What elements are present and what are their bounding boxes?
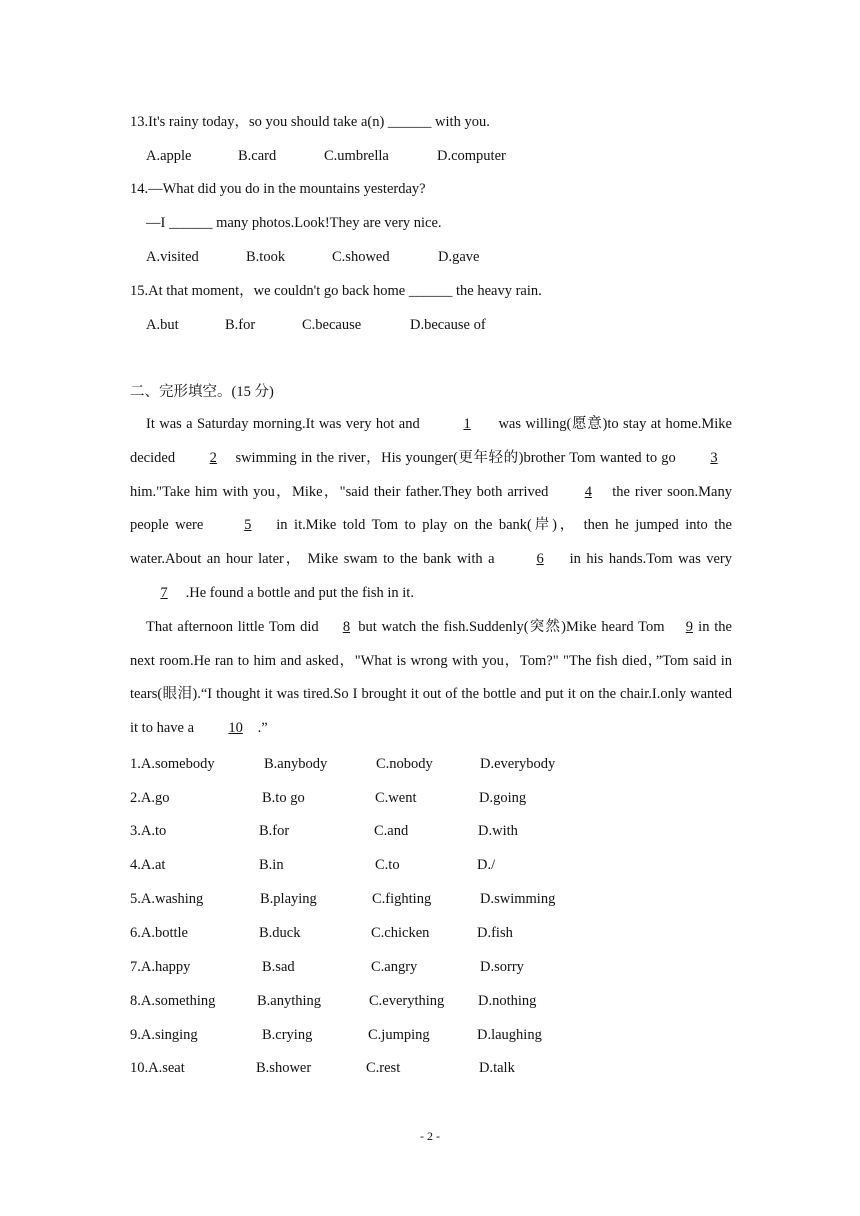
cloze-10-c: C.rest [366,1060,401,1076]
cloze-7-c: C.angry [371,959,418,975]
passage-text: in it.Mike told Tom to play on the bank(岸)， then he jumped into the water.About an hour later， Mike swam to the bank with a [130,517,732,568]
passage-paragraph-2 [130,611,732,746]
cloze-4-b: B.in [259,857,284,873]
q14-option-d: D.gave [438,249,480,265]
passage-text: in the next room.He ran to him and asked，"What is wrong with you，Tom?" "The fish died，”Tom said in tears(眼泪).“I thought it was tired.So I brought it out of the bottle and put it on the chair.I.only wanted it to have a [130,618,732,737]
cloze-3-b: B.for [259,823,290,839]
cloze-5-d: D.swimming [480,891,556,907]
question-15-stem: 15.At that moment，we couldn't go back home ______ the heavy rain. [130,283,542,299]
cloze-1-c: C.nobody [376,756,433,772]
passage-text: swimming in the river，His younger(更年轻的)brother Tom wanted to go [231,449,680,466]
cloze-7-b: B.sad [262,959,295,975]
cloze-5-a: 5.A.washing [130,891,204,907]
cloze-6-a: 6.A.bottle [130,925,188,941]
cloze-10-d: D.talk [479,1060,515,1076]
cloze-3-a: 3.A.to [130,823,167,839]
cloze-8-c: C.everything [369,993,445,1009]
passage-text: .” [257,720,268,737]
blank-7: 7 [160,584,168,601]
blank-6: 6 [536,551,544,568]
blank-4: 4 [584,483,592,500]
cloze-10-b: B.shower [256,1060,312,1076]
cloze-8-b: B.anything [257,993,322,1009]
q15-option-a: A.but [146,317,179,333]
q14-option-a: A.visited [146,249,199,265]
cloze-3-c: C.and [374,823,409,839]
cloze-9-d: D.laughing [477,1027,542,1043]
passage-text: It was a Saturday morning.It was very hot and [146,416,425,432]
page-number: - 2 - [420,1129,440,1143]
question-13-stem: 13.It's rainy today，so you should take a(n) ______ with you. [130,114,490,130]
cloze-4-a: 4.A.at [130,857,166,873]
cloze-10-a: 10.A.seat [130,1060,185,1076]
cloze-6-b: B.duck [259,925,301,941]
question-14-reply: —I ______ many photos.Look!They are very nice. [146,215,442,231]
passage-text: the river soon.Many people were [130,483,732,534]
cloze-2-c: C.went [375,790,417,806]
cloze-2-d: D.going [479,790,527,806]
q13-option-a: A.apple [146,148,192,164]
blank-10: 10 [228,720,243,737]
blank-3: 3 [710,449,718,466]
section-heading: 二、完形填空。(15 分) [130,384,274,400]
passage-text: in his hands.Tom was very [564,551,732,568]
cloze-passage [130,408,732,746]
passage-text: him."Take him with you，Mike，"said their father.They both arrived [130,483,554,500]
cloze-3-d: D.with [478,823,518,839]
question-14-stem: 14.—What did you do in the mountains yesterday? [130,181,426,197]
cloze-9-c: C.jumping [368,1027,430,1043]
cloze-1-b: B.anybody [264,756,328,772]
q13-option-d: D.computer [437,148,506,164]
cloze-4-c: C.to [375,857,400,873]
cloze-9-a: 9.A.singing [130,1027,198,1043]
passage-text: .He found a bottle and put the fish in it. [182,584,414,601]
q14-option-b: B.took [246,249,286,265]
passage-text: but watch the fish.Suddenly(突然)Mike heard Tom [353,618,670,635]
cloze-6-c: C.chicken [371,925,430,941]
q14-option-c: C.showed [332,249,390,265]
blank-1: 1 [463,416,471,432]
cloze-7-a: 7.A.happy [130,959,191,975]
cloze-8-d: D.nothing [478,993,537,1009]
q15-option-c: C.because [302,317,362,333]
passage-text: That afternoon little Tom did [146,618,324,635]
cloze-9-b: B.crying [262,1027,313,1043]
q13-option-b: B.card [238,148,277,164]
passage-text: was willing(愿意)to stay at home.Mike decided [130,416,732,466]
cloze-1-d: D.everybody [480,756,556,772]
q13-option-c: C.umbrella [324,148,389,164]
blank-8: 8 [342,618,351,635]
cloze-2-b: B.to go [262,790,305,806]
cloze-5-b: B.playing [260,891,317,907]
cloze-1-a: 1.A.somebody [130,756,215,772]
cloze-7-d: D.sorry [480,959,524,975]
q15-option-b: B.for [225,317,256,333]
passage-paragraph-1 [130,408,732,611]
cloze-8-a: 8.A.something [130,993,216,1009]
cloze-5-c: C.fighting [372,891,432,907]
cloze-2-a: 2.A.go [130,790,170,806]
cloze-6-d: D.fish [477,925,513,941]
blank-5: 5 [244,517,252,534]
blank-9: 9 [685,618,693,635]
cloze-4-d: D./ [477,857,496,873]
q15-option-d: D.because of [410,317,486,333]
blank-2: 2 [209,449,217,466]
